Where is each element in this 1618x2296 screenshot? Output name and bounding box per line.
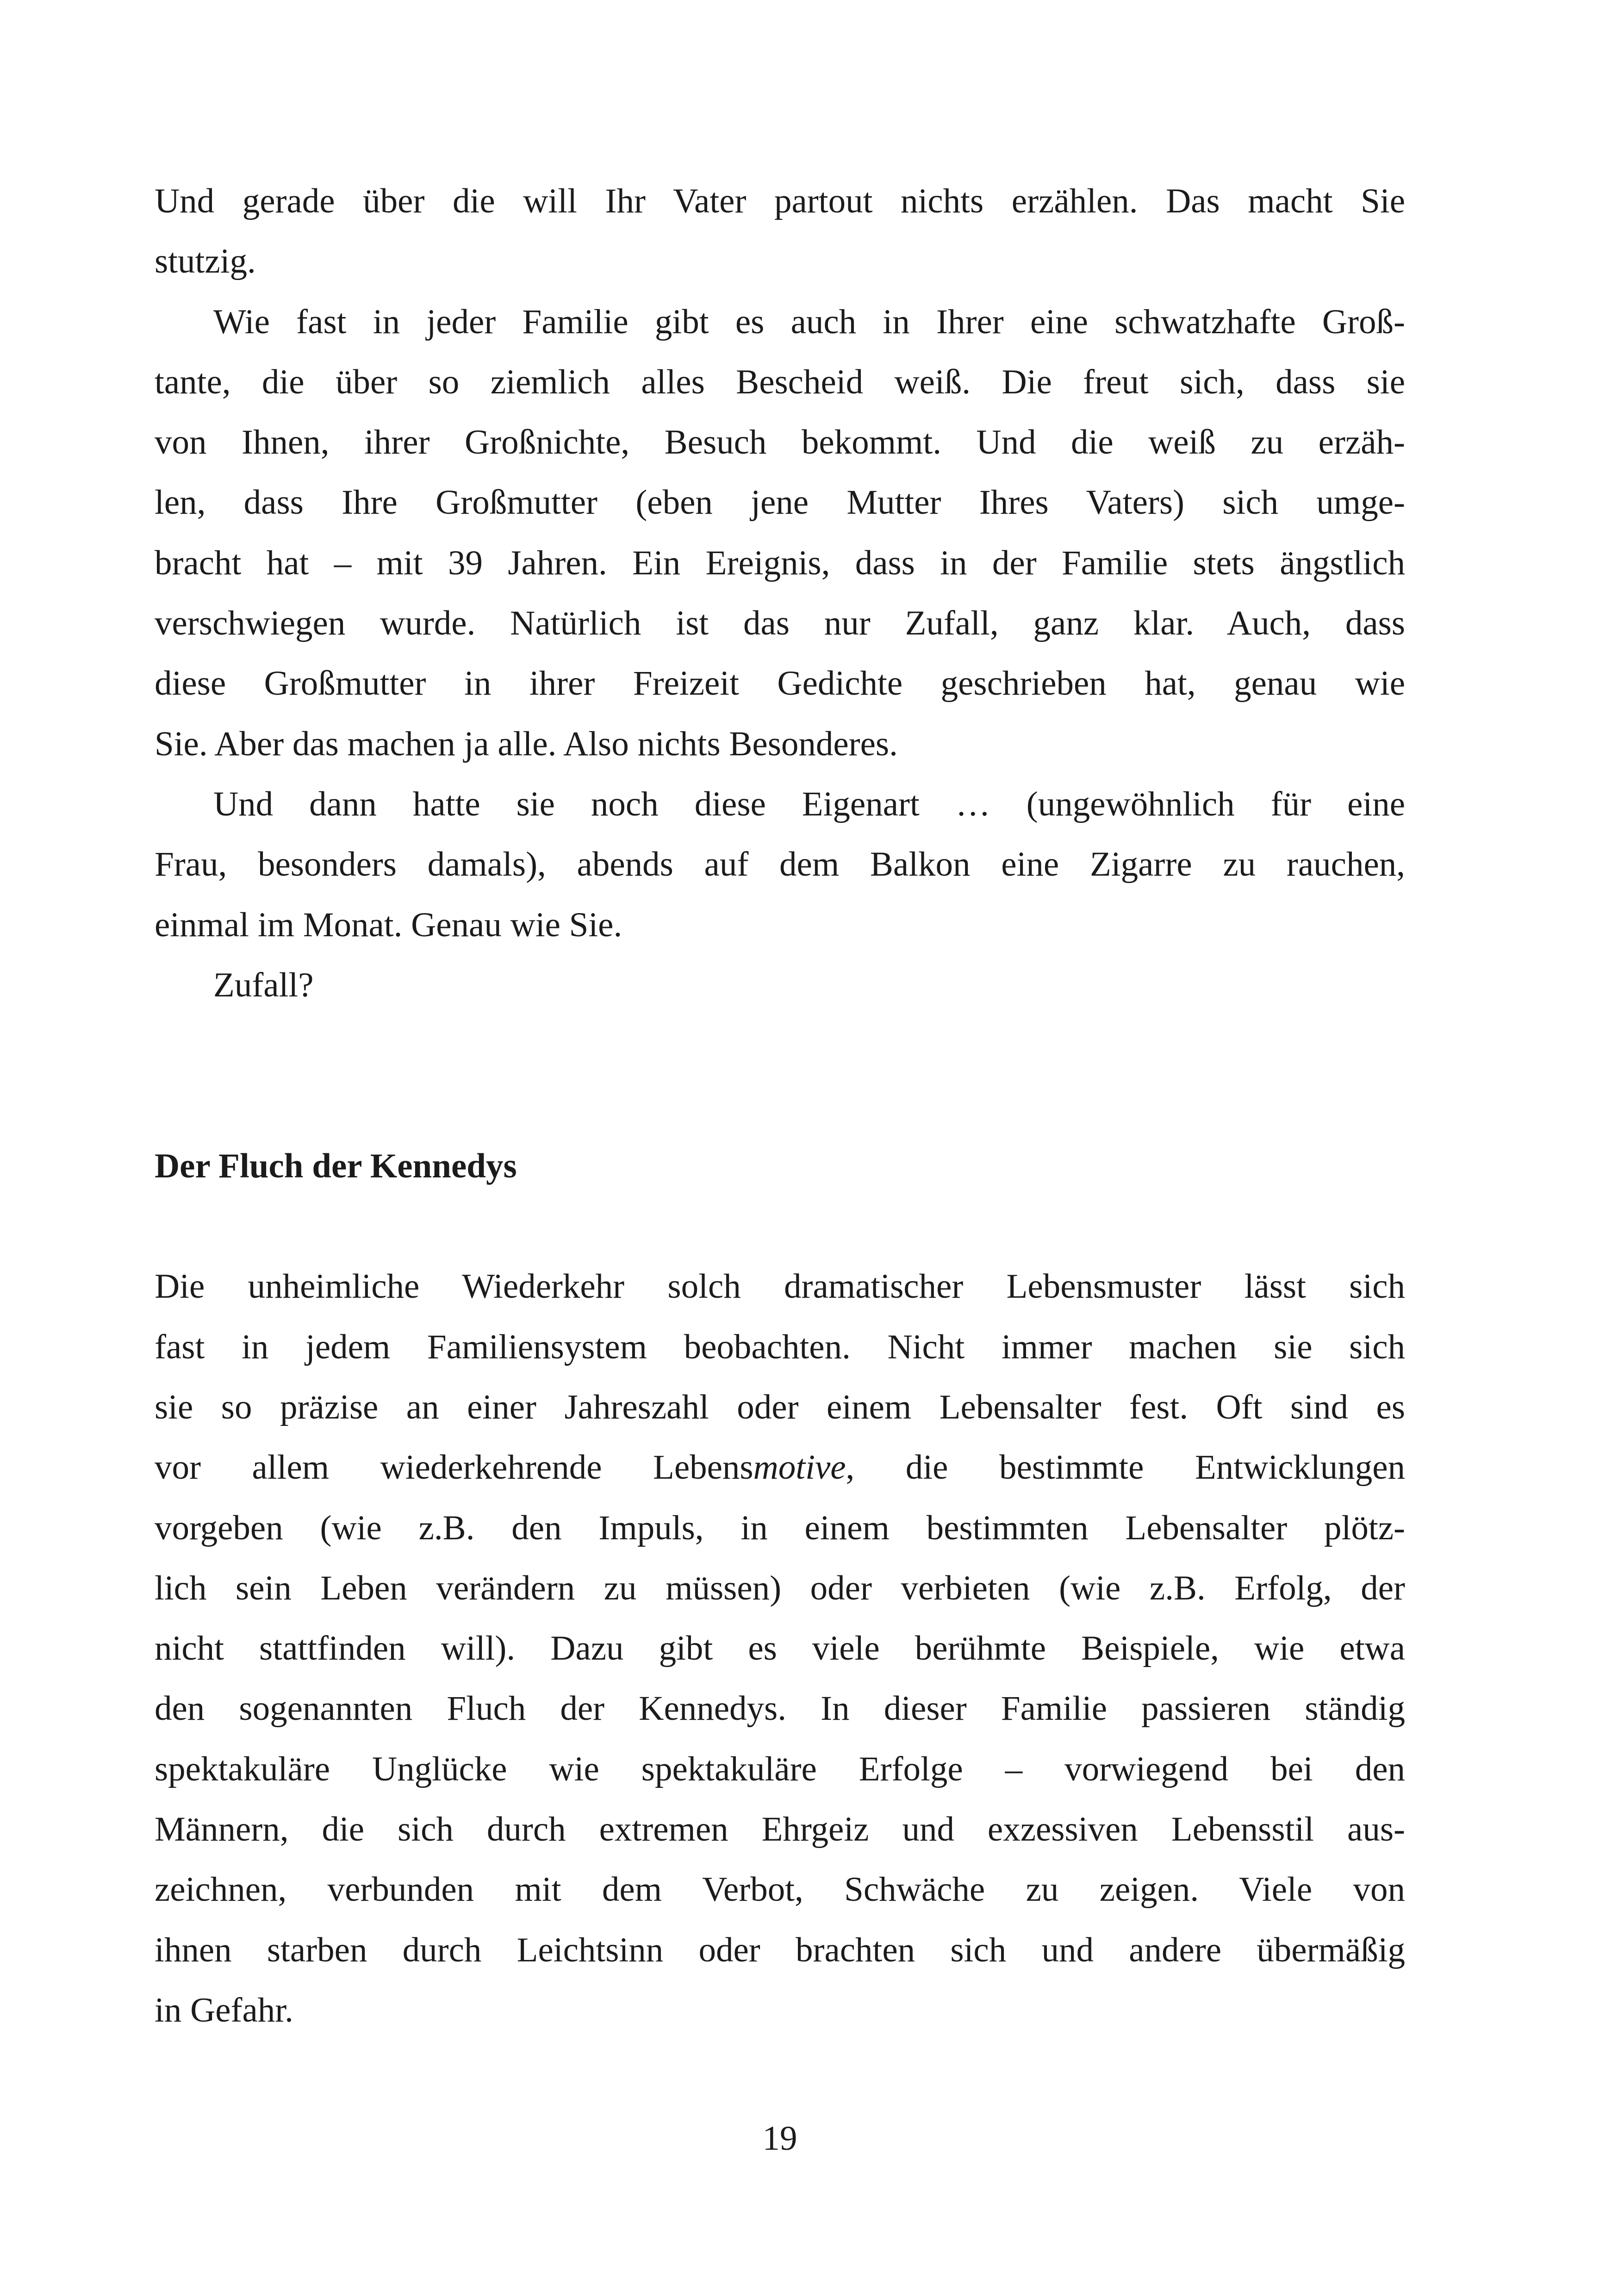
text-line: Zufall? — [213, 965, 314, 1004]
text-line: Und dann hatte sie noch diese Eigenart … (ungewöhnlich für eine — [213, 784, 1405, 823]
text-block — [155, 171, 1405, 2041]
text-line: bracht hat – mit 39 Jahren. Ein Ereignis, dass in der Familie stets ängstlich — [155, 543, 1405, 582]
text-line: spektakuläre Unglücke wie spektakuläre Erfolge – vorwiegend bei den — [155, 1749, 1405, 1788]
text-line: diese Großmutter in ihrer Freizeit Gedichte geschrieben hat, genau wie — [155, 664, 1405, 703]
section-heading: Der Fluch der Kennedys — [155, 1146, 517, 1185]
text-line: einmal im Monat. Genau wie Sie. — [155, 905, 622, 944]
text-line: Wie fast in jeder Familie gibt es auch in Ihrer eine schwatzhafte Groß- — [213, 302, 1405, 341]
text-line: tante, die über so ziemlich alles Bescheid weiß. Die freut sich, dass sie — [155, 362, 1405, 401]
text-line: den sogenannten Fluch der Kennedys. In dieser Familie passieren ständig — [155, 1689, 1405, 1728]
page-number: 19 — [762, 2119, 797, 2158]
text-line: Und gerade über die will Ihr Vater partout nichts erzählen. Das macht Sie — [155, 182, 1405, 220]
text-run: vor allem wiederkehrende Lebens — [155, 1448, 753, 1487]
text-line: verschwiegen wurde. Natürlich ist das nur Zufall, ganz klar. Auch, dass — [155, 604, 1405, 643]
paragraph — [155, 171, 1405, 292]
text-line: zeichnen, verbunden mit dem Verbot, Schwäche zu zeigen. Viele von — [155, 1870, 1405, 1909]
text-line: Männern, die sich durch extremen Ehrgeiz und exzessiven Lebensstil aus- — [155, 1810, 1405, 1849]
text-line: vorgeben (wie z.B. den Impuls, in einem bestimmten Lebensalter plötz- — [155, 1508, 1405, 1547]
text-line: lich sein Leben verändern zu müssen) oder verbieten (wie z.B. Erfolg, der — [155, 1568, 1405, 1607]
paragraph — [155, 292, 1405, 774]
paragraph — [155, 955, 1405, 1015]
text-run: , die bestimmte Entwicklungen — [846, 1448, 1405, 1487]
text-line: in Gefahr. — [155, 1991, 293, 2029]
text-line: stutzig. — [155, 242, 256, 281]
text-line: ihnen starben durch Leichtsinn oder brachten sich und andere übermäßig — [155, 1930, 1405, 1969]
section-paragraph — [155, 1257, 1405, 2041]
text-line: Sie. Aber das machen ja alle. Also nichts Besonderes. — [155, 724, 898, 763]
text-line: Frau, besonders damals), abends auf dem Balkon eine Zigarre zu rauchen, — [155, 845, 1405, 884]
text-line: Die unheimliche Wiederkehr solch dramatischer Lebensmuster lässt sich — [155, 1267, 1405, 1306]
italic-emphasis: motive — [753, 1448, 846, 1487]
text-line: von Ihnen, ihrer Großnichte, Besuch bekommt. Und die weiß zu erzäh- — [155, 423, 1405, 462]
text-line: len, dass Ihre Großmutter (eben jene Mutter Ihres Vaters) sich umge- — [155, 483, 1405, 522]
text-line: sie so präzise an einer Jahreszahl oder einem Lebensalter fest. Oft sind es — [155, 1388, 1405, 1426]
text-line: fast in jedem Familiensystem beobachten. Nicht immer machen sie sich — [155, 1327, 1405, 1366]
text-line — [155, 1437, 1405, 1498]
paragraph — [155, 774, 1405, 955]
text-line: nicht stattfinden will). Dazu gibt es viele berühmte Beispiele, wie etwa — [155, 1629, 1405, 1668]
